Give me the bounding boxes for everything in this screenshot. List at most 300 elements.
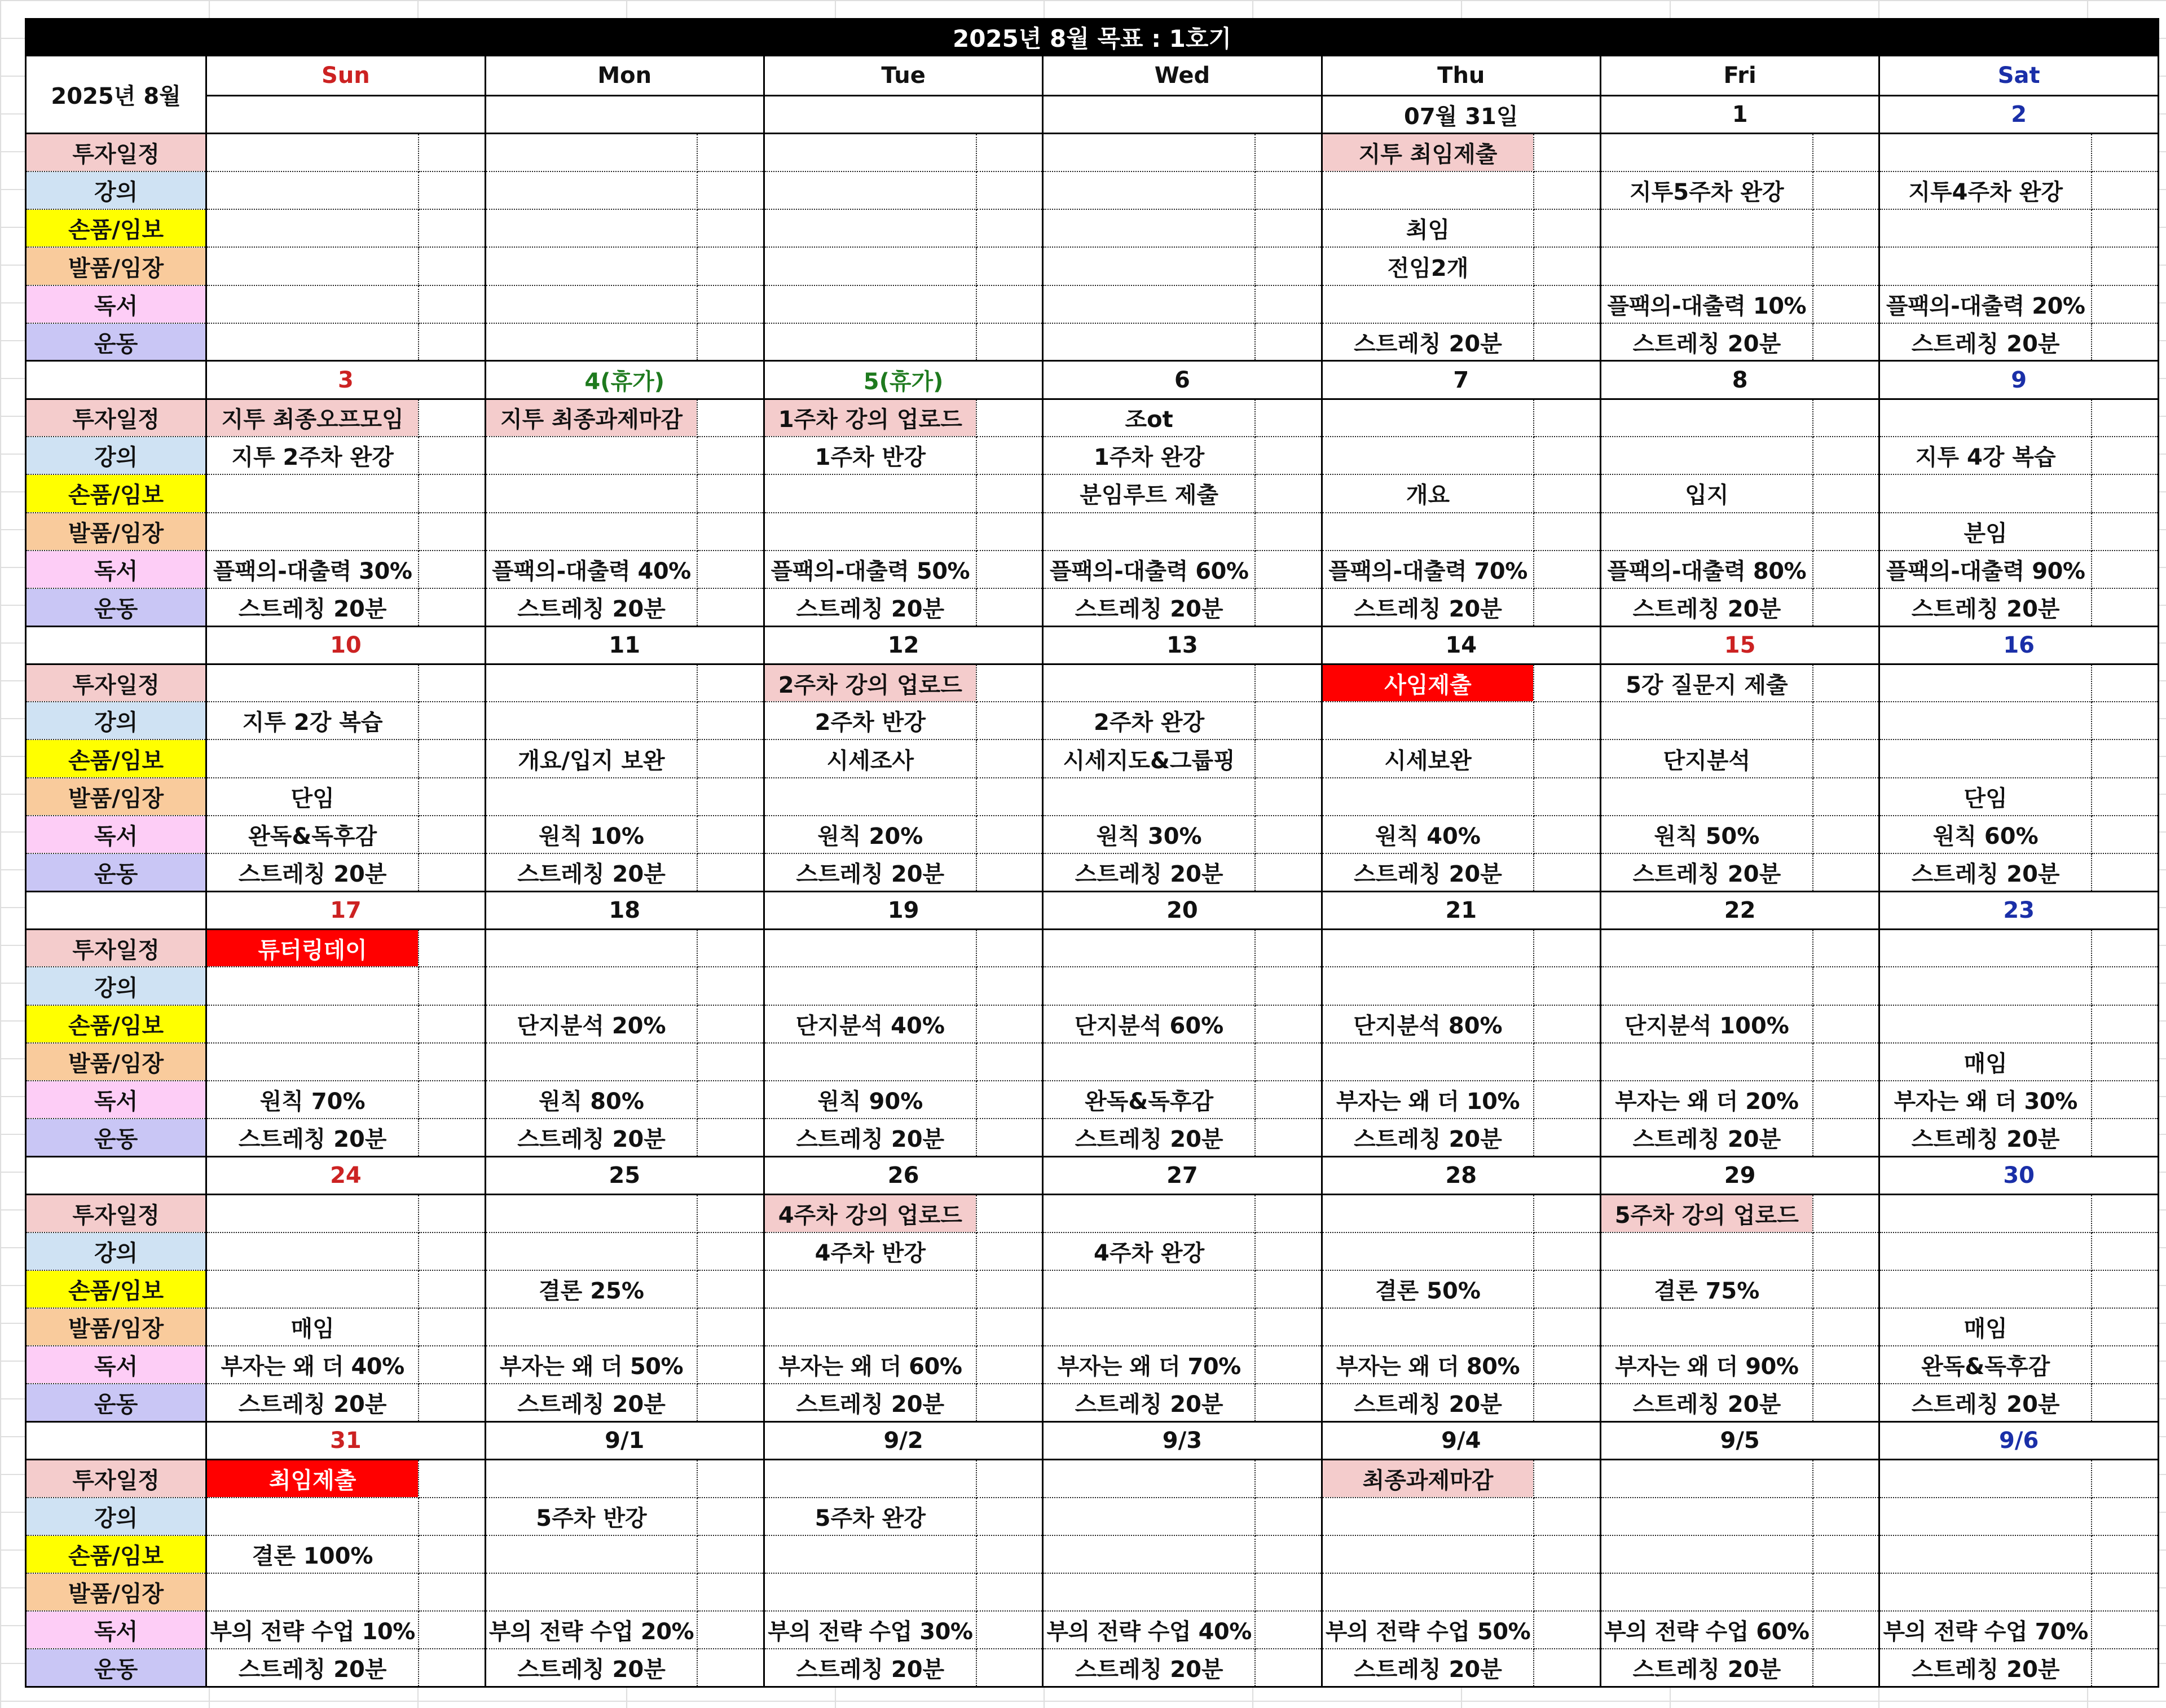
event-cell-son[interactable]: 결론 25% — [485, 1270, 697, 1308]
empty-cell[interactable] — [2092, 1535, 2158, 1573]
empty-cell[interactable] — [419, 1081, 485, 1119]
event-cell-lecture[interactable]: 1주차 반강 — [764, 437, 976, 474]
weekday-header-thu[interactable]: Thu — [1322, 56, 1600, 96]
event-cell-lecture[interactable] — [1043, 171, 1255, 209]
empty-cell[interactable] — [1255, 513, 1322, 551]
empty-cell[interactable] — [976, 323, 1043, 361]
event-cell-lecture[interactable]: 지투 2강 복습 — [206, 702, 419, 739]
event-cell-son[interactable]: 단지분석 40% — [764, 1005, 976, 1043]
event-cell-bal[interactable] — [1043, 1308, 1255, 1346]
event-cell-bal[interactable] — [206, 247, 419, 285]
event-cell-read[interactable]: 원칙 90% — [764, 1081, 976, 1119]
event-cell-lecture[interactable] — [1879, 702, 2092, 739]
empty-cell[interactable] — [2092, 551, 2158, 588]
empty-cell[interactable] — [1534, 816, 1600, 853]
empty-cell[interactable] — [419, 399, 485, 437]
empty-cell[interactable] — [1255, 437, 1322, 474]
event-cell-exercise[interactable]: 스트레칭 20분 — [206, 1119, 419, 1156]
empty-cell[interactable] — [1255, 1346, 1322, 1384]
event-cell-lecture[interactable]: 2주차 반강 — [764, 702, 976, 739]
empty-cell[interactable] — [419, 967, 485, 1005]
event-cell-exercise[interactable]: 스트레칭 20분 — [1879, 588, 2092, 626]
empty-cell[interactable] — [2092, 1119, 2158, 1156]
event-cell-invest[interactable]: 2주차 강의 업로드 — [764, 664, 976, 702]
empty-cell[interactable] — [1534, 513, 1600, 551]
event-cell-read[interactable]: 부자는 왜 더 80% — [1322, 1346, 1534, 1384]
event-cell-invest[interactable] — [1043, 134, 1255, 171]
empty-cell[interactable] — [976, 551, 1043, 588]
event-cell-son[interactable] — [764, 1270, 976, 1308]
event-cell-exercise[interactable]: 스트레칭 20분 — [764, 1119, 976, 1156]
event-cell-son[interactable]: 시세지도&그룹핑 — [1043, 739, 1255, 777]
empty-cell[interactable] — [1813, 816, 1879, 853]
empty-cell[interactable] — [1813, 285, 1879, 323]
event-cell-bal[interactable] — [1043, 778, 1255, 816]
empty-cell[interactable] — [976, 134, 1043, 171]
empty-cell[interactable] — [1813, 1005, 1879, 1043]
date-cell[interactable]: 9/6 — [1879, 1421, 2159, 1459]
event-cell-lecture[interactable] — [485, 967, 697, 1005]
event-cell-lecture[interactable] — [1600, 702, 1812, 739]
empty-cell[interactable] — [2092, 967, 2158, 1005]
empty-cell[interactable] — [419, 1119, 485, 1156]
empty-cell[interactable] — [419, 739, 485, 777]
event-cell-bal[interactable] — [1600, 1308, 1812, 1346]
empty-cell[interactable] — [1255, 1232, 1322, 1270]
event-cell-son[interactable]: 개요 — [1322, 474, 1534, 512]
event-cell-son[interactable] — [206, 1270, 419, 1308]
empty-cell[interactable] — [419, 1498, 485, 1535]
event-cell-lecture[interactable] — [485, 437, 697, 474]
empty-cell[interactable] — [1255, 1308, 1322, 1346]
event-cell-bal[interactable] — [1043, 247, 1255, 285]
category-label-invest[interactable]: 투자일정 — [26, 134, 206, 171]
event-cell-son[interactable]: 입지 — [1600, 474, 1812, 512]
date-cell[interactable]: 10 — [206, 626, 485, 664]
empty-cell[interactable] — [2092, 816, 2158, 853]
category-label-bal[interactable]: 발품/임장 — [26, 1573, 206, 1611]
date-cell[interactable]: 5(휴가) — [764, 361, 1042, 399]
event-cell-invest[interactable]: 지투 최종과제마감 — [485, 399, 697, 437]
empty-cell[interactable] — [1255, 702, 1322, 739]
date-cell[interactable]: 24 — [206, 1156, 485, 1194]
event-cell-son[interactable] — [1600, 1535, 1812, 1573]
event-cell-lecture[interactable] — [485, 171, 697, 209]
event-cell-read[interactable]: 플팩의-대출력 70% — [1322, 551, 1534, 588]
empty-cell[interactable] — [2092, 1611, 2158, 1649]
empty-cell[interactable] — [1534, 1232, 1600, 1270]
empty-cell[interactable] — [697, 1308, 764, 1346]
empty-cell[interactable] — [697, 1081, 764, 1119]
date-cell[interactable]: 4(휴가) — [485, 361, 764, 399]
event-cell-lecture[interactable] — [206, 1498, 419, 1535]
event-cell-lecture[interactable]: 지투5주차 완강 — [1600, 171, 1812, 209]
empty-cell[interactable] — [976, 1649, 1043, 1687]
event-cell-invest[interactable] — [1043, 929, 1255, 967]
event-cell-lecture[interactable]: 4주차 완강 — [1043, 1232, 1255, 1270]
empty-cell[interactable] — [1813, 1611, 1879, 1649]
event-cell-exercise[interactable]: 스트레칭 20분 — [764, 1384, 976, 1421]
category-label-read[interactable]: 독서 — [26, 1081, 206, 1119]
event-cell-exercise[interactable]: 스트레칭 20분 — [764, 853, 976, 891]
event-cell-son[interactable] — [1043, 1535, 1255, 1573]
empty-cell[interactable] — [2092, 1384, 2158, 1421]
event-cell-son[interactable] — [1879, 739, 2092, 777]
event-cell-invest[interactable] — [1322, 1194, 1534, 1232]
empty-cell[interactable] — [1813, 1573, 1879, 1611]
date-cell[interactable]: 9/5 — [1600, 1421, 1879, 1459]
category-label-son[interactable]: 손품/임보 — [26, 739, 206, 777]
empty-cell[interactable] — [976, 1573, 1043, 1611]
event-cell-read[interactable] — [485, 285, 697, 323]
empty-cell[interactable] — [419, 853, 485, 891]
event-cell-bal[interactable] — [1043, 513, 1255, 551]
event-cell-read[interactable]: 부자는 왜 더 90% — [1600, 1346, 1812, 1384]
event-cell-read[interactable]: 원칙 10% — [485, 816, 697, 853]
event-cell-invest[interactable]: 지투 최종오프모임 — [206, 399, 419, 437]
empty-cell[interactable] — [697, 437, 764, 474]
category-label-son[interactable]: 손품/임보 — [26, 474, 206, 512]
event-cell-read[interactable]: 플팩의-대출력 20% — [1879, 285, 2092, 323]
empty-cell[interactable] — [697, 967, 764, 1005]
event-cell-lecture[interactable] — [1600, 1498, 1812, 1535]
category-label-read[interactable]: 독서 — [26, 1611, 206, 1649]
empty-cell[interactable] — [1813, 1232, 1879, 1270]
empty-cell[interactable] — [419, 1232, 485, 1270]
event-cell-exercise[interactable]: 스트레칭 20분 — [1043, 1649, 1255, 1687]
date-cell[interactable]: 22 — [1600, 891, 1879, 929]
event-cell-bal[interactable] — [206, 513, 419, 551]
event-cell-son[interactable] — [764, 1535, 976, 1573]
event-cell-bal[interactable] — [1043, 1043, 1255, 1081]
category-label-bal[interactable]: 발품/임장 — [26, 1043, 206, 1081]
empty-cell[interactable] — [1255, 1498, 1322, 1535]
empty-cell[interactable] — [697, 551, 764, 588]
event-cell-lecture[interactable] — [1043, 967, 1255, 1005]
date-cell[interactable]: 21 — [1322, 891, 1600, 929]
event-cell-invest[interactable] — [1879, 1459, 2092, 1497]
category-label-invest[interactable]: 투자일정 — [26, 929, 206, 967]
event-cell-exercise[interactable]: 스트레칭 20분 — [206, 853, 419, 891]
event-cell-read[interactable]: 원칙 80% — [485, 1081, 697, 1119]
event-cell-son[interactable] — [1322, 1535, 1534, 1573]
event-cell-read[interactable]: 부의 전략 수업 30% — [764, 1611, 976, 1649]
event-cell-lecture[interactable]: 4주차 반강 — [764, 1232, 976, 1270]
empty-cell[interactable] — [2092, 853, 2158, 891]
empty-cell[interactable] — [1255, 399, 1322, 437]
empty-cell[interactable] — [1255, 551, 1322, 588]
event-cell-bal[interactable] — [485, 1573, 697, 1611]
empty-cell[interactable] — [1255, 171, 1322, 209]
event-cell-son[interactable]: 결론 100% — [206, 1535, 419, 1573]
empty-cell[interactable] — [1534, 1384, 1600, 1421]
category-label-lecture[interactable]: 강의 — [26, 702, 206, 739]
event-cell-lecture[interactable] — [485, 702, 697, 739]
empty-cell[interactable] — [1813, 1270, 1879, 1308]
event-cell-invest[interactable]: 최임제출 — [206, 1459, 419, 1497]
empty-cell[interactable] — [1255, 778, 1322, 816]
event-cell-invest[interactable] — [1322, 399, 1534, 437]
empty-cell[interactable] — [1813, 323, 1879, 361]
empty-cell[interactable] — [1813, 209, 1879, 247]
event-cell-son[interactable] — [764, 474, 976, 512]
event-cell-exercise[interactable]: 스트레칭 20분 — [1879, 853, 2092, 891]
event-cell-exercise[interactable]: 스트레칭 20분 — [1879, 323, 2092, 361]
empty-cell[interactable] — [1255, 929, 1322, 967]
event-cell-lecture[interactable]: 지투 2주차 완강 — [206, 437, 419, 474]
empty-cell[interactable] — [1813, 1346, 1879, 1384]
event-cell-exercise[interactable]: 스트레칭 20분 — [1322, 1384, 1534, 1421]
event-cell-invest[interactable]: 1주차 강의 업로드 — [764, 399, 976, 437]
empty-cell[interactable] — [419, 1346, 485, 1384]
event-cell-read[interactable]: 완독&독후감 — [206, 816, 419, 853]
empty-cell[interactable] — [697, 1232, 764, 1270]
empty-cell[interactable] — [697, 1119, 764, 1156]
empty-cell[interactable] — [976, 588, 1043, 626]
category-label-exercise[interactable]: 운동 — [26, 1384, 206, 1421]
event-cell-son[interactable] — [206, 474, 419, 512]
empty-cell[interactable] — [2092, 702, 2158, 739]
event-cell-son[interactable] — [1043, 1270, 1255, 1308]
empty-cell[interactable] — [1813, 1384, 1879, 1421]
empty-cell[interactable] — [697, 399, 764, 437]
event-cell-exercise[interactable]: 스트레칭 20분 — [764, 588, 976, 626]
empty-cell[interactable] — [697, 929, 764, 967]
empty-cell[interactable] — [1813, 399, 1879, 437]
event-cell-bal[interactable] — [764, 1043, 976, 1081]
empty-cell[interactable] — [1255, 247, 1322, 285]
empty-cell[interactable] — [1534, 1649, 1600, 1687]
event-cell-read[interactable]: 부의 전략 수업 20% — [485, 1611, 697, 1649]
weekday-header-wed[interactable]: Wed — [1043, 56, 1322, 96]
event-cell-lecture[interactable]: 지투4주차 완강 — [1879, 171, 2092, 209]
empty-cell[interactable] — [1813, 1535, 1879, 1573]
category-label-invest[interactable]: 투자일정 — [26, 1194, 206, 1232]
date-cell[interactable]: 31 — [206, 1421, 485, 1459]
category-label-bal[interactable]: 발품/임장 — [26, 778, 206, 816]
empty-cell[interactable] — [1813, 247, 1879, 285]
empty-cell[interactable] — [1255, 1649, 1322, 1687]
empty-cell[interactable] — [976, 1346, 1043, 1384]
event-cell-son[interactable] — [1879, 1535, 2092, 1573]
event-cell-son[interactable] — [1600, 209, 1812, 247]
empty-cell[interactable] — [2092, 209, 2158, 247]
empty-cell[interactable] — [697, 664, 764, 702]
empty-cell[interactable] — [1813, 1119, 1879, 1156]
empty-cell[interactable] — [976, 816, 1043, 853]
date-cell[interactable]: 16 — [1879, 626, 2159, 664]
event-cell-exercise[interactable]: 스트레칭 20분 — [1600, 1649, 1812, 1687]
empty-cell[interactable] — [1255, 588, 1322, 626]
empty-cell[interactable] — [1813, 171, 1879, 209]
empty-cell[interactable] — [419, 1611, 485, 1649]
empty-cell[interactable] — [419, 929, 485, 967]
category-label-lecture[interactable]: 강의 — [26, 437, 206, 474]
event-cell-lecture[interactable] — [1322, 1232, 1534, 1270]
empty-cell[interactable] — [976, 778, 1043, 816]
empty-cell[interactable] — [976, 247, 1043, 285]
empty-cell[interactable] — [1813, 1043, 1879, 1081]
date-cell[interactable]: 8 — [1600, 361, 1879, 399]
event-cell-read[interactable]: 원칙 70% — [206, 1081, 419, 1119]
category-label-read[interactable]: 독서 — [26, 551, 206, 588]
empty-cell[interactable] — [1255, 1535, 1322, 1573]
empty-cell[interactable] — [1255, 1119, 1322, 1156]
event-cell-read[interactable]: 부자는 왜 더 70% — [1043, 1346, 1255, 1384]
empty-cell[interactable] — [1813, 664, 1879, 702]
empty-cell[interactable] — [2092, 1573, 2158, 1611]
event-cell-lecture[interactable] — [1600, 1232, 1812, 1270]
empty-cell[interactable] — [1534, 247, 1600, 285]
event-cell-lecture[interactable] — [485, 1232, 697, 1270]
event-cell-bal[interactable] — [1600, 513, 1812, 551]
event-cell-son[interactable]: 단지분석 60% — [1043, 1005, 1255, 1043]
blank-category-cell[interactable] — [26, 361, 206, 399]
event-cell-invest[interactable] — [1600, 134, 1812, 171]
event-cell-exercise[interactable]: 스트레칭 20분 — [1879, 1119, 2092, 1156]
empty-cell[interactable] — [1255, 853, 1322, 891]
event-cell-exercise[interactable]: 스트레칭 20분 — [1043, 1384, 1255, 1421]
empty-cell[interactable] — [419, 778, 485, 816]
empty-cell[interactable] — [976, 1308, 1043, 1346]
empty-cell[interactable] — [1813, 739, 1879, 777]
weekday-header-fri[interactable]: Fri — [1600, 56, 1879, 96]
empty-cell[interactable] — [1534, 551, 1600, 588]
event-cell-exercise[interactable]: 스트레칭 20분 — [1043, 588, 1255, 626]
empty-cell[interactable] — [2092, 1649, 2158, 1687]
event-cell-bal[interactable] — [1600, 778, 1812, 816]
event-cell-bal[interactable] — [764, 247, 976, 285]
date-cell[interactable]: 30 — [1879, 1156, 2159, 1194]
empty-cell[interactable] — [1813, 1649, 1879, 1687]
empty-cell[interactable] — [419, 323, 485, 361]
event-cell-exercise[interactable]: 스트레칭 20분 — [206, 1649, 419, 1687]
date-cell[interactable]: 3 — [206, 361, 485, 399]
event-cell-bal[interactable]: 전임2개 — [1322, 247, 1534, 285]
event-cell-read[interactable] — [1043, 285, 1255, 323]
empty-cell[interactable] — [419, 1459, 485, 1497]
empty-cell[interactable] — [1534, 1498, 1600, 1535]
empty-cell[interactable] — [976, 1081, 1043, 1119]
event-cell-read[interactable]: 원칙 20% — [764, 816, 976, 853]
event-cell-bal[interactable]: 매임 — [1879, 1043, 2092, 1081]
empty-cell[interactable] — [976, 1232, 1043, 1270]
event-cell-son[interactable]: 최임 — [1322, 209, 1534, 247]
empty-cell[interactable] — [697, 1573, 764, 1611]
event-cell-bal[interactable] — [206, 1043, 419, 1081]
empty-cell[interactable] — [697, 1649, 764, 1687]
event-cell-invest[interactable] — [1322, 929, 1534, 967]
empty-cell[interactable] — [2092, 778, 2158, 816]
empty-cell[interactable] — [976, 1459, 1043, 1497]
event-cell-bal[interactable] — [764, 1573, 976, 1611]
empty-cell[interactable] — [697, 209, 764, 247]
date-cell[interactable] — [1043, 96, 1322, 134]
empty-cell[interactable] — [1255, 474, 1322, 512]
category-label-invest[interactable]: 투자일정 — [26, 1459, 206, 1497]
event-cell-son[interactable]: 결론 50% — [1322, 1270, 1534, 1308]
event-cell-son[interactable]: 시세보완 — [1322, 739, 1534, 777]
event-cell-invest[interactable]: 5주차 강의 업로드 — [1600, 1194, 1812, 1232]
date-cell[interactable] — [764, 96, 1042, 134]
event-cell-exercise[interactable]: 스트레칭 20분 — [1600, 588, 1812, 626]
empty-cell[interactable] — [419, 474, 485, 512]
event-cell-exercise[interactable]: 스트레칭 20분 — [485, 1384, 697, 1421]
event-cell-invest[interactable] — [206, 1194, 419, 1232]
empty-cell[interactable] — [1813, 437, 1879, 474]
empty-cell[interactable] — [1813, 513, 1879, 551]
empty-cell[interactable] — [2092, 1081, 2158, 1119]
empty-cell[interactable] — [697, 1346, 764, 1384]
date-cell[interactable] — [485, 96, 764, 134]
event-cell-read[interactable] — [764, 285, 976, 323]
category-label-son[interactable]: 손품/임보 — [26, 1270, 206, 1308]
event-cell-exercise[interactable]: 스트레칭 20분 — [1879, 1384, 2092, 1421]
empty-cell[interactable] — [1813, 474, 1879, 512]
event-cell-bal[interactable] — [485, 247, 697, 285]
event-cell-lecture[interactable] — [1322, 967, 1534, 1005]
empty-cell[interactable] — [976, 967, 1043, 1005]
date-cell[interactable] — [206, 96, 485, 134]
empty-cell[interactable] — [976, 1611, 1043, 1649]
date-cell[interactable]: 9/1 — [485, 1421, 764, 1459]
empty-cell[interactable] — [976, 1270, 1043, 1308]
event-cell-lecture[interactable]: 2주차 완강 — [1043, 702, 1255, 739]
event-cell-bal[interactable] — [1600, 1043, 1812, 1081]
event-cell-son[interactable]: 단지분석 — [1600, 739, 1812, 777]
event-cell-son[interactable] — [206, 1005, 419, 1043]
empty-cell[interactable] — [419, 1194, 485, 1232]
date-cell[interactable]: 9/3 — [1043, 1421, 1322, 1459]
empty-cell[interactable] — [1534, 702, 1600, 739]
event-cell-son[interactable]: 단지분석 100% — [1600, 1005, 1812, 1043]
category-label-read[interactable]: 독서 — [26, 816, 206, 853]
event-cell-read[interactable]: 플팩의-대출력 30% — [206, 551, 419, 588]
event-cell-read[interactable]: 원칙 40% — [1322, 816, 1534, 853]
empty-cell[interactable] — [2092, 1232, 2158, 1270]
empty-cell[interactable] — [1534, 323, 1600, 361]
empty-cell[interactable] — [697, 1384, 764, 1421]
event-cell-invest[interactable] — [764, 1459, 976, 1497]
empty-cell[interactable] — [1255, 816, 1322, 853]
empty-cell[interactable] — [1255, 1043, 1322, 1081]
event-cell-bal[interactable] — [1879, 247, 2092, 285]
event-cell-exercise[interactable]: 스트레칭 20분 — [1600, 323, 1812, 361]
event-cell-lecture[interactable] — [1322, 171, 1534, 209]
month-label[interactable]: 2025년 8월 — [26, 56, 206, 134]
empty-cell[interactable] — [419, 513, 485, 551]
event-cell-read[interactable] — [206, 285, 419, 323]
event-cell-son[interactable] — [485, 209, 697, 247]
event-cell-exercise[interactable]: 스트레칭 20분 — [1600, 1384, 1812, 1421]
empty-cell[interactable] — [1534, 739, 1600, 777]
empty-cell[interactable] — [1534, 1119, 1600, 1156]
weekday-header-sat[interactable]: Sat — [1879, 56, 2159, 96]
category-label-exercise[interactable]: 운동 — [26, 853, 206, 891]
category-label-lecture[interactable]: 강의 — [26, 967, 206, 1005]
empty-cell[interactable] — [1534, 664, 1600, 702]
empty-cell[interactable] — [976, 437, 1043, 474]
weekday-header-sun[interactable]: Sun — [206, 56, 485, 96]
event-cell-son[interactable]: 시세조사 — [764, 739, 976, 777]
event-cell-son[interactable] — [1879, 1005, 2092, 1043]
empty-cell[interactable] — [1813, 1194, 1879, 1232]
empty-cell[interactable] — [2092, 1346, 2158, 1384]
event-cell-bal[interactable] — [1600, 1573, 1812, 1611]
empty-cell[interactable] — [419, 1384, 485, 1421]
category-label-invest[interactable]: 투자일정 — [26, 664, 206, 702]
empty-cell[interactable] — [697, 739, 764, 777]
